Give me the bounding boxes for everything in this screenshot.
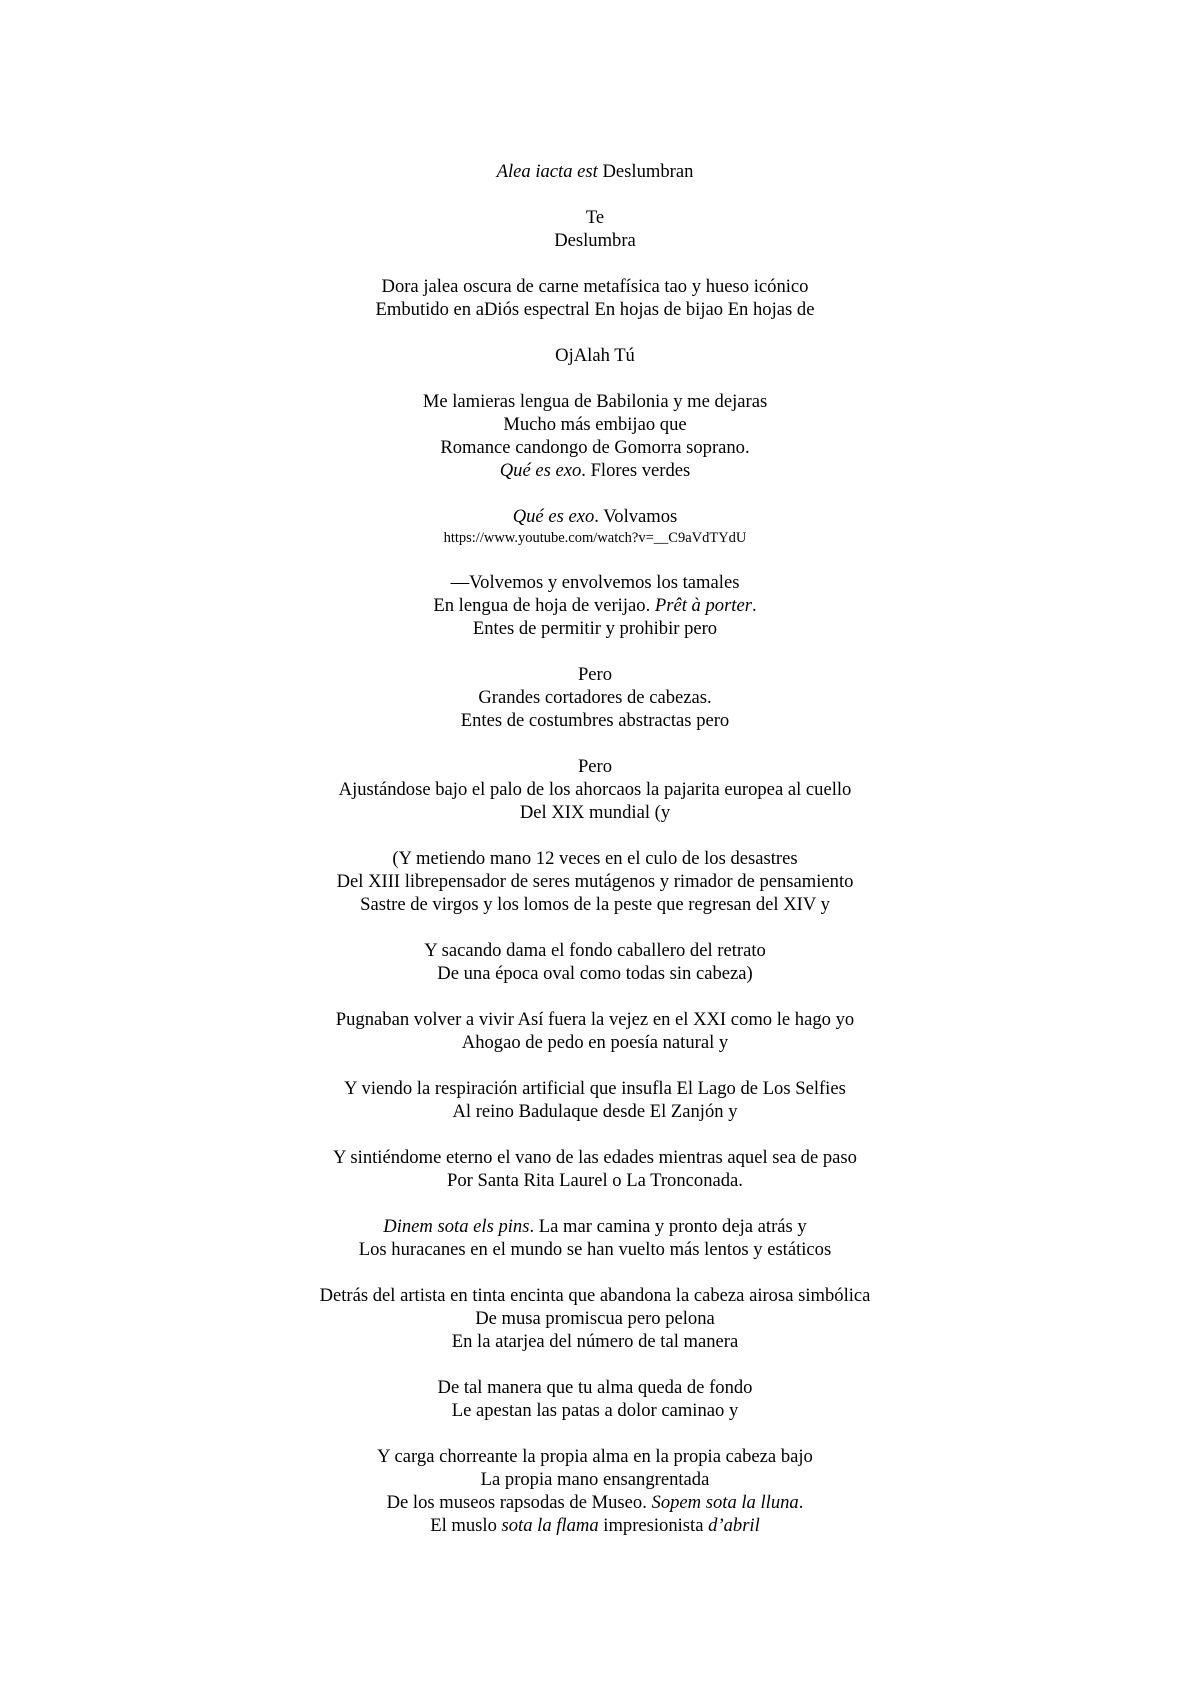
poem-line: En lengua de hoja de verijao. Prêt à porter. <box>433 595 757 616</box>
poem-line: Dinem sota els pins. La mar camina y pronto deja atrás y <box>383 1216 807 1237</box>
poem-line: Grandes cortadores de cabezas. <box>478 687 712 708</box>
poem-line: Te <box>585 207 605 228</box>
italic-phrase: Prêt à porter <box>654 595 752 616</box>
poem-line: Ajustándose bajo el palo de los ahorcaos la pajarita europea al cuello <box>338 779 852 800</box>
italic-phrase: Dinem sota els pins <box>383 1216 530 1237</box>
poem-line: Pero <box>577 664 613 685</box>
poem-text <box>0 160 1190 1537</box>
poem-line: Embutido en aDiós espectral En hojas de bijao En hojas de <box>375 299 815 320</box>
poem-line: Alea iacta est Deslumbran <box>496 161 694 182</box>
poem-line: De musa promiscua pero pelona <box>475 1308 715 1329</box>
italic-phrase: Sopem sota la lluna <box>651 1492 799 1513</box>
poem-line: Dora jalea oscura de carne metafísica tao y hueso icónico <box>381 276 809 297</box>
poem-line: —Volvemos y envolvemos los tamales <box>450 572 740 593</box>
poem-line: Qué es exo. Flores verdes <box>499 460 691 481</box>
poem-line: Y sintiéndome eterno el vano de las edades mientras aquel sea de paso <box>333 1147 857 1168</box>
poem-line: Pugnaban volver a vivir Así fuera la vejez en el XXI como le hago yo <box>335 1009 855 1030</box>
italic-phrase: sota la flama <box>501 1515 599 1536</box>
poem-line: (Y metiendo mano 12 veces en el culo de los desastres <box>392 848 798 869</box>
italic-phrase: Alea iacta est <box>496 161 598 182</box>
poem-line: OjAlah Tú <box>555 345 635 366</box>
poem-line: Romance candongo de Gomorra soprano. <box>440 437 750 458</box>
poem-line: Entes de permitir y prohibir pero <box>472 618 718 639</box>
poem-line: Por Santa Rita Laurel o La Tronconada. <box>447 1170 743 1191</box>
poem-line: Deslumbra <box>554 230 636 251</box>
poem-line: Ahogao de pedo en poesía natural y <box>461 1032 729 1053</box>
poem-line: De una época oval como todas sin cabeza) <box>437 963 753 984</box>
italic-phrase: Qué es exo <box>512 506 595 527</box>
poem-line: Y viendo la respiración artificial que insufla El Lago de Los Selfies <box>344 1078 846 1099</box>
poem-line: En la atarjea del número de tal manera <box>451 1331 739 1352</box>
poem-line: Al reino Badulaque desde El Zanjón y <box>452 1101 738 1122</box>
poem-line: Detrás del artista en tinta encinta que abandona la cabeza airosa simbólica <box>319 1285 871 1306</box>
italic-phrase: d’abril <box>708 1515 760 1536</box>
poem-line: Del XIII librepensador de seres mutágenos y rimador de pensamiento <box>336 871 854 892</box>
poem-line: Y carga chorreante la propia alma en la propia cabeza bajo <box>377 1446 813 1467</box>
poem-line: La propia mano ensangrentada <box>480 1469 710 1490</box>
youtube-link[interactable]: https://www.youtube.com/watch?v=__C9aVdTYdU <box>443 530 747 546</box>
poem-line: Me lamieras lengua de Babilonia y me dejaras <box>422 391 768 412</box>
poem-line: Los huracanes en el mundo se han vuelto más lentos y estáticos <box>358 1239 832 1260</box>
poem-line: Mucho más embijao que <box>503 414 687 435</box>
poem-line: De los museos rapsodas de Museo. Sopem sota la lluna. <box>386 1492 804 1513</box>
poem-line: Pero <box>577 756 613 777</box>
poem-line: Sastre de virgos y los lomos de la peste que regresan del XIV y <box>360 894 830 915</box>
poem-line: Y sacando dama el fondo caballero del retrato <box>424 940 766 961</box>
poem-line: Qué es exo. Volvamos <box>512 506 678 527</box>
poem-line: De tal manera que tu alma queda de fondo <box>437 1377 753 1398</box>
poem-line: Del XIX mundial (y <box>519 802 671 823</box>
poem-line: El muslo sota la flama impresionista d’abril <box>430 1515 760 1536</box>
italic-phrase: Qué es exo <box>499 460 582 481</box>
poem-line: Le apestan las patas a dolor caminao y <box>451 1400 739 1421</box>
poem-line: Entes de costumbres abstractas pero <box>460 710 730 731</box>
